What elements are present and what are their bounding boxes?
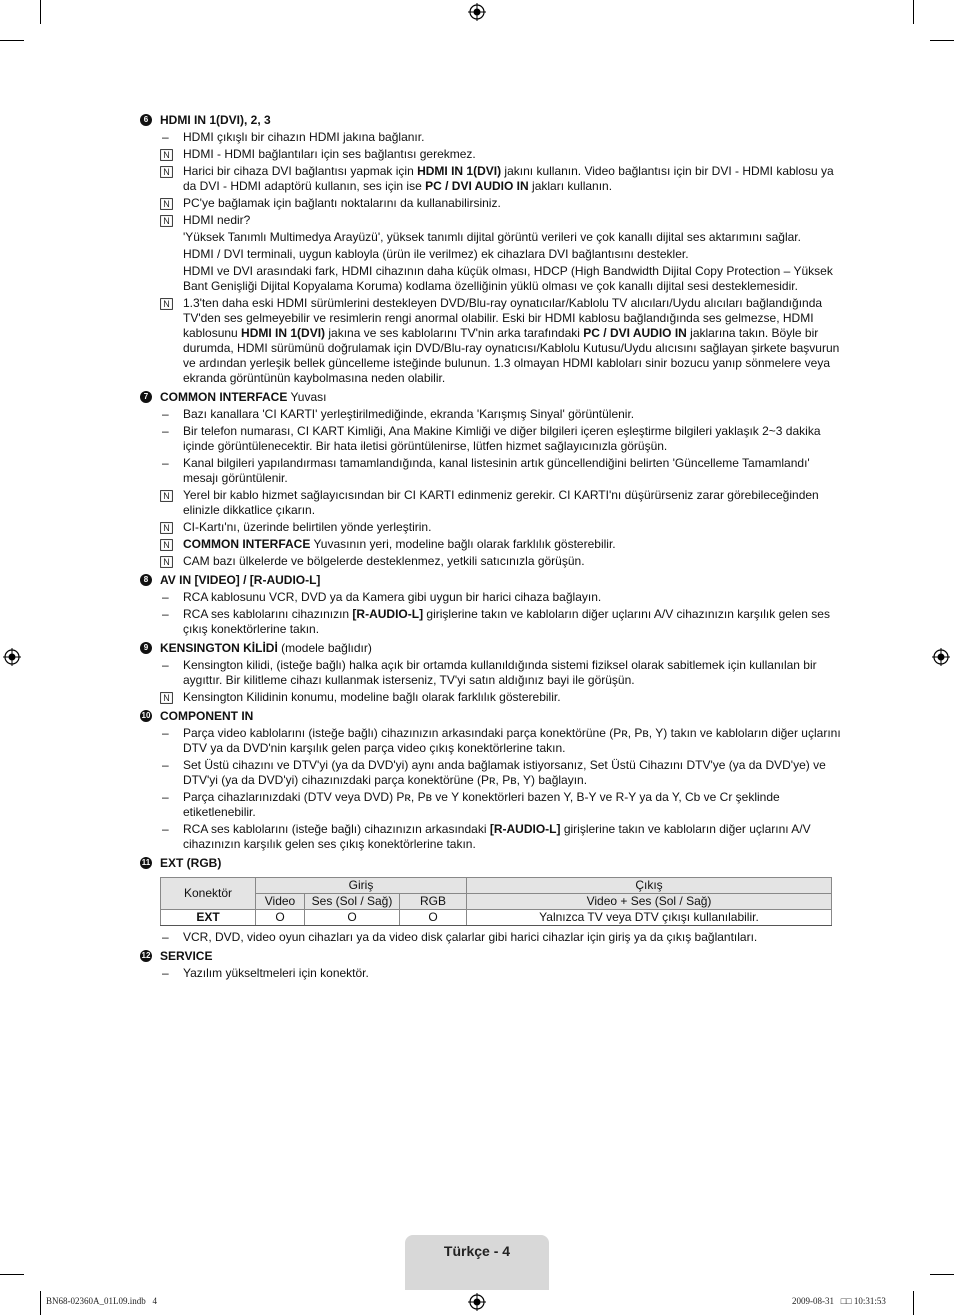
registration-mark-icon [932, 648, 950, 666]
note-item [140, 690, 842, 705]
item-text: 'Yüksek Tanımlı Multimedya Arayüzü', yüksek tanımlı dijital görüntü verileri ve çok kanallı dijital ses aktarımını sağlar. [183, 230, 801, 244]
table-cell-video: O [256, 910, 305, 926]
section-title-suffix: (modele bağlıdır) [277, 641, 372, 655]
bold-term: [R-AUDIO-L] [352, 607, 424, 621]
table-cell-rgb: O [400, 910, 467, 926]
text-run: 1.3'ten daha eski HDMI sürümlerini destekleyen DVD/Blu-ray oynatıcılar/Kablolu TV alıcıları/Uydu alıcıları bağlandığında TV'den ses gelmeyebilir ve resimlerin rengi anormal olabilir. Eski bir HDMI kablosu bağlandığında ses gelmezse, HDMI kablosunu [183, 296, 823, 340]
item-text: Kanal bilgileri yapılandırması tamamlandığında, kanal listesinin artık güncellendiğini belirten 'Güncelleme Tamamlandı' mesajı görüntülenir. [183, 456, 810, 485]
section-title-text: SERVICE [160, 949, 213, 963]
section-title [140, 948, 842, 964]
list-item [140, 758, 842, 788]
table-header-input: Giriş [256, 878, 467, 894]
list-item [140, 130, 842, 145]
bold-term: HDMI IN 1(DVI) [417, 164, 502, 178]
item-text: Yazılım yükseltmeleri için konektör. [183, 966, 369, 980]
item-text: CAM bazı ülkelerde ve bölgelerde desteklenmez, yetkili satıcınızla görüşün. [183, 554, 585, 568]
dash-bullet: – [162, 966, 169, 980]
item-text: Parça cihazlarınızdaki (DTV veya DVD) Pʀ, Pʙ ve Y konektörleri bazen Y, B-Y ve R-Y ya da Y, Cb ve Cr şeklinde etiketlenebilir. [183, 790, 780, 819]
registration-mark-icon [468, 3, 486, 21]
dash-bullet: – [162, 607, 169, 621]
list-item [140, 930, 842, 945]
item-text: HDMI çıkışlı bir cihazın HDMI jakına bağlanır. [183, 130, 425, 144]
section-title-text: KENSINGTON KİLİDİ [160, 641, 278, 655]
table-cell-output: Yalnızca TV veya DTV çıkışı kullanılabilir. [467, 910, 832, 926]
section-9 [140, 640, 842, 705]
dash-bullet: – [162, 822, 169, 836]
note-icon [160, 539, 173, 551]
note-icon [160, 490, 173, 502]
note-icon-letter: N [163, 523, 170, 534]
list-item [140, 247, 842, 262]
section-title-text: HDMI IN 1(DVI), 2, 3 [160, 113, 271, 127]
note-icon-letter: N [163, 299, 170, 310]
section-8 [140, 572, 842, 637]
section-number-icon: 7 [140, 391, 152, 403]
page-number-label: Türkçe - 4 [443, 1243, 511, 1259]
table-header-output: Çıkış [467, 878, 832, 894]
section-6 [140, 112, 842, 386]
item-text: HDMI ve DVI arasındaki fark, HDMI cihazının daha küçük olması, HDCP (High Bandwidth Dijital Copy Protection – Yüksek Bant Genişliği Dijital Kopyalama Koruma) kodlama özelliğinin yüklü olması ve çok kanallı dijital sesi desteklemesidir. [183, 264, 833, 293]
table-subheader-cell: Ses (Sol / Sağ) [305, 894, 400, 910]
item-text: HDMI / DVI terminali, uygun kabloyla (ürün ile verilmez) ek cihazlara DVI bağlantısını destekler. [183, 247, 689, 261]
bold-term: [R-AUDIO-L] [489, 822, 561, 836]
item-text: Kensington Kilidinin konumu, modeline bağlı olarak farklılık gösterebilir. [183, 690, 561, 704]
bold-term: PC / DVI AUDIO IN [583, 326, 687, 340]
crop-mark [0, 40, 24, 41]
section-title-text: COMPONENT IN [160, 709, 254, 723]
table-cell-audio: O [305, 910, 400, 926]
dash-bullet: – [162, 407, 169, 421]
item-text: Kensington kilidi, (isteğe bağlı) halka açık bir ortamda kullanıldığında sistemi fiziksel olarak sabitlemek için kullanılan bir aygıttır. Bir kilitleme cihazı kullanmak isterseniz, TV'yi satın aldığınız bayi ile görüşün. [183, 658, 817, 687]
note-item [140, 213, 842, 228]
note-item [140, 196, 842, 211]
note-bullet [160, 198, 173, 214]
dash-bullet: – [162, 726, 169, 740]
note-icon-letter: N [163, 216, 170, 227]
dash-bullet: – [162, 790, 169, 804]
note-bullet [160, 539, 173, 555]
section-number-icon: 8 [140, 574, 152, 586]
note-icon-letter: N [163, 491, 170, 502]
dash-bullet: – [162, 424, 169, 438]
manual-content [140, 109, 842, 981]
note-bullet [160, 149, 173, 165]
list-item [140, 607, 842, 637]
list-item [140, 822, 842, 852]
item-text: Bazı kanallara 'CI KARTI' yerleştirilmediğinde, ekranda 'Karışmış Sinyal' görüntülenir. [183, 407, 635, 421]
section-title [140, 708, 842, 724]
section-title-suffix: Yuvası [287, 390, 327, 404]
item-text: RCA kablosunu VCR, DVD ya da Kamera gibi uygun bir harici cihaza bağlayın. [183, 590, 602, 604]
section-title-text: EXT (RGB) [160, 856, 222, 870]
item-text: HDMI - HDMI bağlantıları için ses bağlantısı gerekmez. [183, 147, 476, 161]
section-number-icon: 12 [141, 951, 151, 960]
note-icon-letter: N [163, 693, 170, 704]
note-bullet [160, 166, 173, 182]
registration-mark-icon [468, 1293, 486, 1311]
list-item [140, 456, 842, 486]
note-icon-letter: N [163, 150, 170, 161]
note-item [140, 147, 842, 162]
section-number-icon: 9 [140, 642, 152, 654]
crop-mark [930, 1274, 954, 1275]
list-item [140, 966, 842, 981]
table-cell-name: EXT [161, 910, 256, 926]
crop-mark [930, 40, 954, 41]
section-title-text: AV IN [VIDEO] / [R-AUDIO-L] [160, 573, 321, 587]
item-text: Bir telefon numarası, CI KART Kimliği, Ana Makine Kimliği ve diğer bilgileri içeren eşleştirme bilgileri yaklaşık 2~3 dakika içinde görüntülenecektir. Bir hata iletisi görüntülenirse, lütfen hizmet sağlayıcınızla görüşün. [183, 424, 821, 453]
section-title [140, 855, 842, 871]
note-icon-letter: N [163, 557, 170, 568]
note-icon [160, 166, 173, 178]
dash-bullet: – [162, 658, 169, 672]
text-run: girişlerine takın ve kabloların diğer uçlarını A/V cihazınızın karşılık gelen ses çıkış konektörlerine takın. [183, 822, 811, 851]
list-item [140, 424, 842, 454]
dash-bullet: – [162, 758, 169, 772]
dash-bullet: – [162, 930, 169, 944]
section-number-icon: 6 [140, 114, 152, 126]
note-bullet [160, 215, 173, 231]
table-subheader-cell: Video [256, 894, 305, 910]
dash-bullet: – [162, 130, 169, 144]
item-text: HDMI nedir? [183, 213, 251, 227]
note-item [140, 520, 842, 535]
note-icon [160, 149, 173, 161]
list-item [140, 790, 842, 820]
text-run: girişlerine takın ve kabloların diğer uçlarını A/V cihazınızın karşılık gelen ses çıkış konektörlerine takın. [183, 607, 830, 636]
section-title [140, 640, 842, 656]
list-item [140, 590, 842, 605]
table-row [161, 910, 832, 926]
text-run: jaklarına takın. Böyle bir durumda, HDMI sürümünü doğrulamak için DVD/Blu-ray oynatıcısı/Kablolu Kutusu/Uydu alıcısını sağlayan şirkete başvurun ve ardından yerleşik bellek güncelleme isteğinde bulunun. 1.3 olmayan HDMI kabloları sinir bozucu yanıp sönmelere veya ekranda görüntünün kaybolmasına neden olabilir. [183, 326, 840, 385]
note-icon [160, 692, 173, 704]
note-item [140, 554, 842, 569]
table-subheader-cell: Video + Ses (Sol / Sağ) [467, 894, 832, 910]
section-number-icon: 10 [141, 711, 151, 720]
section-12 [140, 948, 842, 981]
dash-bullet: – [162, 590, 169, 604]
item-text: PC'ye bağlamak için bağlantı noktalarını da kullanabilirsiniz. [183, 196, 501, 210]
crop-mark [913, 0, 914, 24]
note-bullet [160, 522, 173, 538]
footer-file-info: BN68-02360A_01L09.indb 4 [46, 1296, 157, 1306]
note-icon-letter: N [163, 540, 170, 551]
section-title-text: COMMON INTERFACE [160, 390, 288, 404]
dash-bullet: – [162, 456, 169, 470]
list-item [140, 407, 842, 422]
note-icon [160, 198, 173, 210]
list-item [140, 658, 842, 688]
crop-mark [913, 1291, 914, 1315]
note-bullet [160, 490, 173, 506]
crop-mark [40, 0, 41, 24]
table-header-row [161, 878, 832, 894]
table-subheader-row [161, 894, 832, 910]
item-text: Set Üstü cihazını ve DTV'yi (ya da DVD'yi) aynı anda bağlamak istiyorsanız, Set Üstü Cihazını DTV'ye (ya da DVD'ye) ve DTV'yi (ya da DVD'yi) cihazınızdaki parça konektörüne (Pʀ, Pʙ, Y) bağlayın. [183, 758, 826, 787]
text-run: Yuvasının yeri, modeline bağlı olarak farklılık gösterebilir. [310, 537, 616, 551]
note-icon [160, 298, 173, 310]
list-item [140, 726, 842, 756]
bold-term: HDMI IN 1(DVI) [241, 326, 326, 340]
section-title [140, 389, 842, 405]
text-run: jakına ve ses kablolarını TV'nin arka tarafındaki [325, 326, 584, 340]
text-run: Harici bir cihaza DVI bağlantısı yapmak için [183, 164, 418, 178]
text-run: jakını kullanın. Video bağlantısı için bir DVI - HDMI kablosu ya da DVI - HDMI adaptörü kullanın, ses için ise [183, 164, 834, 193]
text-run: RCA ses kablolarını cihazınızın [183, 607, 353, 621]
list-item [140, 230, 842, 245]
item-text: CI-Kartı'nı, üzerinde belirtilen yönde yerleştirin. [183, 520, 432, 534]
note-item [140, 488, 842, 518]
item-text: Yerel bir kablo hizmet sağlayıcısından bir CI KARTI edinmeniz gerekir. CI KARTI'nı düşürürseniz zarar görebileceğinden elinizle dikkatlice çıkarın. [183, 488, 819, 517]
note-bullet [160, 692, 173, 708]
section-10 [140, 708, 842, 852]
note-icon [160, 556, 173, 568]
item-text: Parça video kablolarını (isteğe bağlı) cihazınızın arkasındaki parça konektörüne (Pʀ, Pʙ, Y) takın ve kabloların diğer uçlarını DTV ya da DVD'nin karşılık gelen parça video çıkış konektörlerine takın. [183, 726, 841, 755]
footer-timestamp: 2009-08-31 □□ 10:31:53 [792, 1296, 886, 1306]
note-icon-letter: N [163, 167, 170, 178]
note-item [140, 537, 842, 552]
section-7 [140, 389, 842, 569]
table-header-connector: Konektör [161, 878, 256, 910]
note-bullet [160, 298, 173, 314]
note-icon [160, 522, 173, 534]
table-subheader-cell: RGB [400, 894, 467, 910]
section-title [140, 112, 842, 128]
ext-connector-table [160, 877, 832, 926]
note-icon-letter: N [163, 199, 170, 210]
item-text: VCR, DVD, video oyun cihazları ya da video disk çalarlar gibi harici cihazlar için giriş ya da çıkış bağlantıları. [183, 930, 758, 944]
section-number-icon: 11 [141, 858, 151, 867]
list-item [140, 264, 842, 294]
bold-term: PC / DVI AUDIO IN [425, 179, 529, 193]
section-11 [140, 855, 842, 945]
note-item [140, 296, 842, 386]
section-title [140, 572, 842, 588]
registration-mark-icon [3, 648, 21, 666]
note-bullet [160, 556, 173, 572]
text-run: jakları kullanın. [528, 179, 613, 193]
bold-term: COMMON INTERFACE [183, 537, 311, 551]
crop-mark [40, 1291, 41, 1315]
note-item [140, 164, 842, 194]
crop-mark [0, 1274, 24, 1275]
note-icon [160, 215, 173, 227]
text-run: RCA ses kablolarını (isteğe bağlı) cihazınızın arkasındaki [183, 822, 490, 836]
